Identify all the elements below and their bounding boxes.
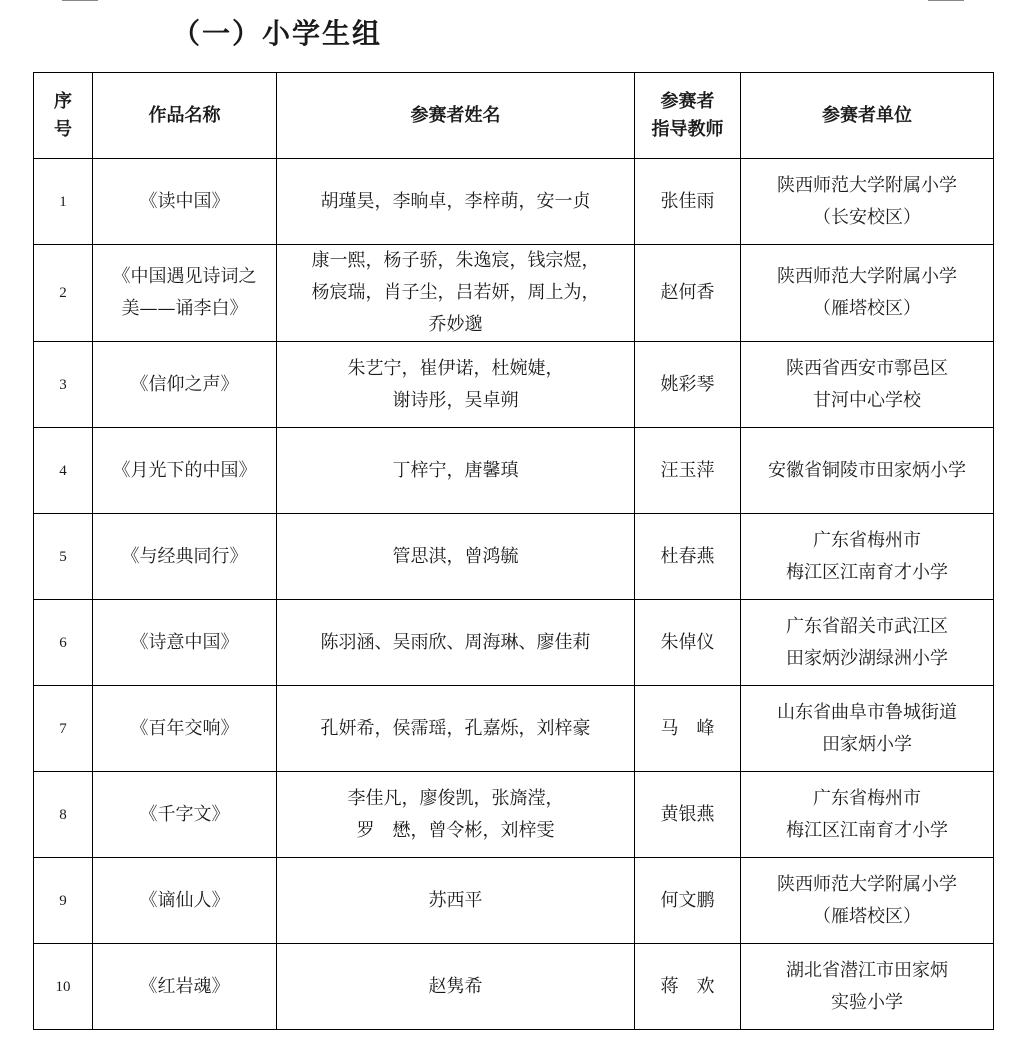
header-no: 序 号 xyxy=(34,73,93,159)
cell-teacher xyxy=(635,514,741,600)
teacher-name: 蒋 欢 xyxy=(660,975,715,997)
row-number: 7 xyxy=(59,720,67,737)
cell-unit xyxy=(741,686,994,772)
row-number: 2 xyxy=(59,285,67,301)
unit-line: 实验小学 xyxy=(831,991,903,1013)
table-body xyxy=(34,159,994,1030)
table-row xyxy=(34,428,994,514)
participants-line: 谢诗彤，吴卓朔 xyxy=(392,389,519,411)
participants-line: 孔妍希，侯霈瑶，孔嘉烁，刘梓豪 xyxy=(320,717,591,739)
teacher-name: 张佳雨 xyxy=(660,190,715,212)
table-row xyxy=(34,686,994,772)
cell-participants xyxy=(277,772,635,858)
work-title-line: 《千字文》 xyxy=(139,803,230,825)
cell-unit xyxy=(741,772,994,858)
cell-title xyxy=(93,514,277,600)
row-number: 4 xyxy=(59,462,67,479)
row-number: 6 xyxy=(59,634,67,651)
work-title-line: 《月光下的中国》 xyxy=(112,459,257,481)
cell-unit xyxy=(741,514,994,600)
header-participants: 参赛者姓名 xyxy=(277,73,635,159)
table-row xyxy=(34,159,994,245)
participants-line: 杨宸瑞，肖子尘，吕若妍，周上为， xyxy=(311,282,600,303)
cell-no xyxy=(34,514,93,600)
cell-teacher xyxy=(635,245,741,342)
cell-teacher xyxy=(635,342,741,428)
row-number: 1 xyxy=(59,193,67,210)
participants-line: 李佳凡，廖俊凯，张旖滢， xyxy=(347,787,564,809)
section-title: （一）小学生组 xyxy=(172,17,383,50)
unit-line: 广东省韶关市武江区 xyxy=(786,615,948,637)
unit-line: 陕西省西安市鄠邑区 xyxy=(786,357,948,379)
cell-title xyxy=(93,245,277,342)
unit-line: 梅江区江南育才小学 xyxy=(786,561,948,583)
top-rule-right xyxy=(928,0,964,1)
cell-no xyxy=(34,342,93,428)
participants-line: 陈羽涵、吴雨欣、周海琳、廖佳莉 xyxy=(320,631,591,653)
cell-no xyxy=(34,428,93,514)
cell-participants xyxy=(277,514,635,600)
work-title-line: 《读中国》 xyxy=(139,190,230,212)
table-row xyxy=(34,772,994,858)
cell-teacher xyxy=(635,858,741,944)
unit-line: 山东省曲阜市鲁城街道 xyxy=(777,701,957,723)
row-number: 9 xyxy=(59,892,67,909)
cell-teacher xyxy=(635,159,741,245)
work-title-line: 《与经典同行》 xyxy=(121,545,248,567)
cell-teacher xyxy=(635,772,741,858)
cell-participants xyxy=(277,245,635,342)
cell-no xyxy=(34,245,93,342)
teacher-name: 杜春燕 xyxy=(660,545,715,567)
teacher-name: 朱倬仪 xyxy=(660,631,715,653)
cell-title xyxy=(93,944,277,1030)
table-row xyxy=(34,245,994,342)
row-number: 8 xyxy=(59,806,67,823)
cell-title xyxy=(93,428,277,514)
cell-title xyxy=(93,858,277,944)
cell-no xyxy=(34,159,93,245)
cell-title xyxy=(93,686,277,772)
header-teacher: 参赛者 指导教师 xyxy=(635,73,741,159)
cell-unit xyxy=(741,858,994,944)
unit-line: （雁塔校区） xyxy=(813,298,921,319)
unit-line: 陕西师范大学附属小学 xyxy=(777,174,957,196)
participants-line: 罗 懋，曾令彬，刘梓雯 xyxy=(356,819,555,841)
row-number: 10 xyxy=(55,978,71,995)
teacher-name: 黄银燕 xyxy=(660,803,715,825)
table-row xyxy=(34,858,994,944)
cell-teacher xyxy=(635,600,741,686)
cell-unit xyxy=(741,245,994,342)
participants-line: 赵隽希 xyxy=(428,975,483,997)
unit-line: 田家炳小学 xyxy=(822,733,912,755)
cell-unit xyxy=(741,600,994,686)
table-row xyxy=(34,944,994,1030)
cell-participants xyxy=(277,159,635,245)
work-title-line: 《谪仙人》 xyxy=(139,889,230,911)
cell-participants xyxy=(277,858,635,944)
cell-unit xyxy=(741,944,994,1030)
work-title-line: 《中国遇见诗词之 xyxy=(112,266,257,287)
work-title-line: 《诗意中国》 xyxy=(130,631,239,653)
unit-line: 田家炳沙湖绿洲小学 xyxy=(786,647,948,669)
cell-participants xyxy=(277,428,635,514)
cell-no xyxy=(34,944,93,1030)
cell-title xyxy=(93,600,277,686)
work-title-line: 《红岩魂》 xyxy=(139,975,230,997)
participants-line: 管思淇，曾鸿毓 xyxy=(392,545,519,567)
cell-unit xyxy=(741,159,994,245)
unit-line: 湖北省潜江市田家炳 xyxy=(786,959,948,981)
table-row xyxy=(34,600,994,686)
row-number: 5 xyxy=(59,548,67,565)
cell-teacher xyxy=(635,944,741,1030)
cell-title xyxy=(93,159,277,245)
cell-participants xyxy=(277,342,635,428)
work-title-line: 《信仰之声》 xyxy=(130,373,239,395)
cell-no xyxy=(34,858,93,944)
participants-line: 朱艺宁，崔伊诺，杜婉婕， xyxy=(347,357,564,379)
participants-line: 康一熙，杨子骄，朱逸宸，钱宗煜， xyxy=(311,250,600,271)
row-number: 3 xyxy=(59,376,67,393)
header-unit: 参赛者单位 xyxy=(741,73,994,159)
unit-line: 陕西师范大学附属小学 xyxy=(777,266,957,287)
unit-line: 梅江区江南育才小学 xyxy=(786,819,948,841)
cell-unit xyxy=(741,342,994,428)
cell-participants xyxy=(277,686,635,772)
unit-line: 陕西师范大学附属小学 xyxy=(777,873,957,895)
cell-teacher xyxy=(635,686,741,772)
teacher-name: 赵何香 xyxy=(660,282,715,303)
unit-line: 广东省梅州市 xyxy=(813,529,921,551)
cell-participants xyxy=(277,944,635,1030)
table-header-row xyxy=(34,73,994,159)
participants-line: 丁梓宁，唐馨瑱 xyxy=(392,459,519,481)
participants-line: 乔妙邈 xyxy=(428,314,483,335)
unit-line: 甘河中心学校 xyxy=(813,389,921,411)
header-title: 作品名称 xyxy=(93,73,277,159)
teacher-name: 姚彩琴 xyxy=(660,373,715,395)
participants-line: 胡瑾昊，李晌卓，李梓萌，安一贞 xyxy=(320,190,591,212)
participants-line: 苏西平 xyxy=(428,889,483,911)
unit-line: （雁塔校区） xyxy=(813,905,921,927)
cell-title xyxy=(93,342,277,428)
unit-line: 广东省梅州市 xyxy=(813,787,921,809)
table-row xyxy=(34,514,994,600)
cell-teacher xyxy=(635,428,741,514)
work-title-line: 美——诵李白》 xyxy=(121,298,248,319)
cell-no xyxy=(34,772,93,858)
cell-unit xyxy=(741,428,994,514)
cell-no xyxy=(34,686,93,772)
cell-title xyxy=(93,772,277,858)
teacher-name: 何文鹏 xyxy=(660,889,715,911)
top-rule-left xyxy=(62,0,98,1)
cell-no xyxy=(34,600,93,686)
teacher-name: 马 峰 xyxy=(660,717,715,739)
table-row xyxy=(34,342,994,428)
work-title-line: 《百年交响》 xyxy=(130,717,239,739)
unit-line: （长安校区） xyxy=(813,206,921,228)
award-table xyxy=(33,72,994,1030)
unit-line: 安徽省铜陵市田家炳小学 xyxy=(768,459,966,481)
teacher-name: 汪玉萍 xyxy=(660,459,715,481)
cell-participants xyxy=(277,600,635,686)
